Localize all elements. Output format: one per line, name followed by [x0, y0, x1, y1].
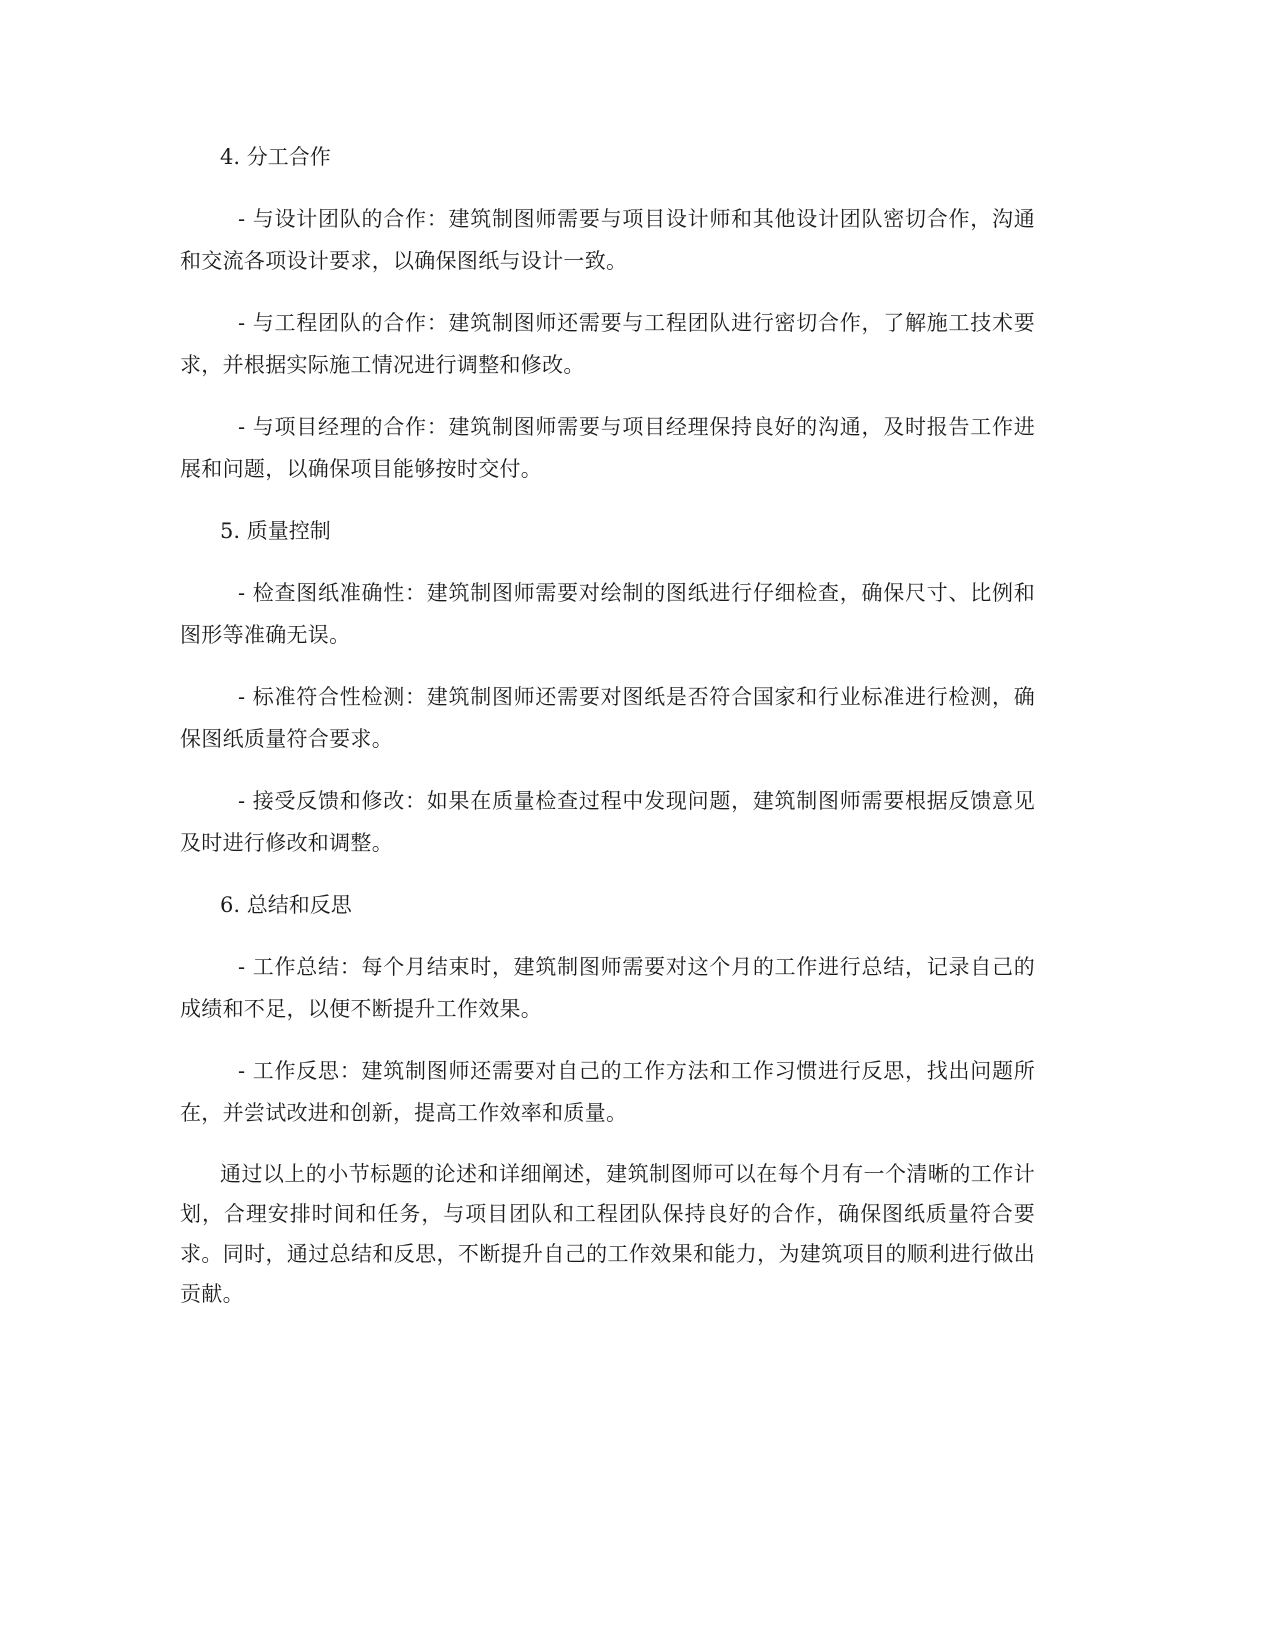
list-item: - 工作总结：每个月结束时，建筑制图师需要对这个月的工作进行总结，记录自己的成绩和不足，以便不断提升工作效果。 [180, 955, 1035, 1021]
document-page [180, 136, 1035, 1314]
list-item: - 与工程团队的合作：建筑制图师还需要与工程团队进行密切合作，了解施工技术要求，并根据实际施工情况进行调整和修改。 [180, 311, 1035, 377]
list-item: - 标准符合性检测：建筑制图师还需要对图纸是否符合国家和行业标准进行检测，确保图纸质量符合要求。 [180, 685, 1035, 751]
list-item: - 与设计团队的合作：建筑制图师需要与项目设计师和其他设计团队密切合作，沟通和交流各项设计要求，以确保图纸与设计一致。 [180, 207, 1035, 273]
section-heading-summary-reflection: 6. 总结和反思 [220, 893, 352, 917]
conclusion-paragraph: 通过以上的小节标题的论述和详细阐述，建筑制图师可以在每个月有一个清晰的工作计划，合理安排时间和任务，与项目团队和工程团队保持良好的合作，确保图纸质量符合要求。同时，通过总结和反思，不断提升自己的工作效果和能力，为建筑项目的顺利进行做出贡献。 [180, 1162, 1035, 1306]
list-item: - 与项目经理的合作：建筑制图师需要与项目经理保持良好的沟通，及时报告工作进展和问题，以确保项目能够按时交付。 [180, 415, 1035, 481]
section-heading-division-of-work: 4. 分工合作 [220, 145, 331, 169]
list-item: - 工作反思：建筑制图师还需要对自己的工作方法和工作习惯进行反思，找出问题所在，并尝试改进和创新，提高工作效率和质量。 [180, 1059, 1035, 1125]
list-item: - 检查图纸准确性：建筑制图师需要对绘制的图纸进行仔细检查，确保尺寸、比例和图形等准确无误。 [180, 581, 1035, 647]
section-heading-quality-control: 5. 质量控制 [220, 519, 331, 543]
list-item: - 接受反馈和修改：如果在质量检查过程中发现问题，建筑制图师需要根据反馈意见及时进行修改和调整。 [180, 789, 1035, 855]
